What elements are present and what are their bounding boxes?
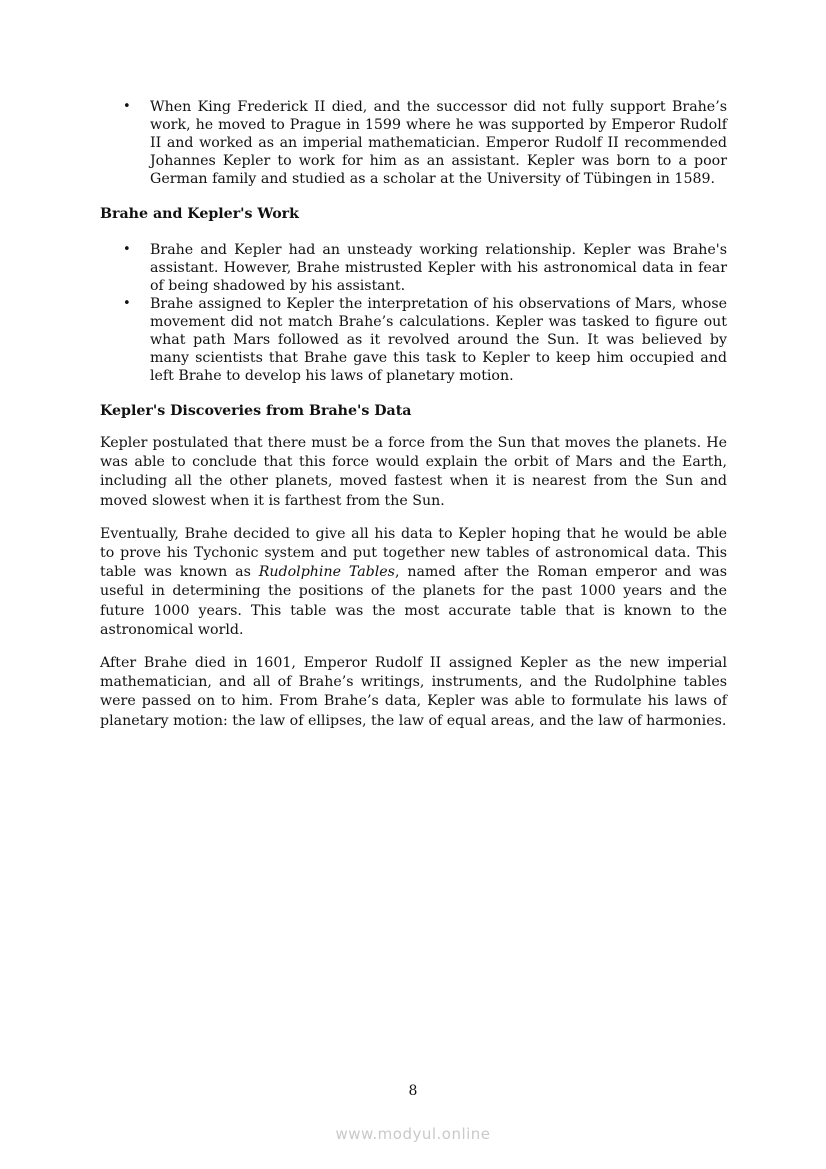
paragraph-rudolphine-tables — [100, 525, 727, 640]
list-item-text: When King Frederick II died, and the successor did not fully support Brahe’s work, he moved to Prague in 1599 where he was supported by Emperor Rudolf II and worked as an imperial mathematician. Emperor Rudolf II recommended Johannes Kepler to work for him as an assistant. Kepler was born to a poor German family and studied as a scholar at the University of Tübingen in 1589. — [150, 99, 727, 187]
list-item — [100, 295, 727, 385]
bullet-icon: • — [123, 242, 131, 257]
section-heading-brahe-kepler-work: Brahe and Kepler's Work — [100, 206, 299, 222]
document-body — [100, 98, 727, 731]
paragraph-kepler-force: Kepler postulated that there must be a force from the Sun that moves the planets. He was able to conclude that this force would explain the orbit of Mars and the Earth, including all the other planets, moved fastest when it is nearest from the Sun and moved slowest when it is farthest from the Sun. — [100, 435, 727, 509]
paragraph-text: , named after the Roman emperor and was useful in determining the positions of the planets for the past 1000 years and the future 1000 years. This table was the most accurate table that is known to the astronomical world. — [100, 564, 727, 638]
list-item-text: Brahe and Kepler had an unsteady working relationship. Kepler was Brahe's assistant. However, Brahe mistrusted Kepler with his astronomical data in fear of being shadowed by his assistant. — [150, 242, 727, 294]
page-number: 8 — [408, 1083, 418, 1099]
bullet-icon: • — [123, 296, 131, 311]
watermark: www.modyul.online — [335, 1125, 491, 1143]
paragraph-brahe-death: After Brahe died in 1601, Emperor Rudolf II assigned Kepler as the new imperial mathematician, and all of Brahe’s writings, instruments, and the Rudolphine tables were passed on to him. From Brahe’s data, Kepler was able to formulate his laws of planetary motion: the law of ellipses, the law of equal areas, and the law of harmonies. — [100, 655, 727, 729]
bullet-list-1 — [100, 98, 727, 188]
section-heading-kepler-discoveries: Kepler's Discoveries from Brahe's Data — [100, 403, 412, 419]
list-item-text: Brahe assigned to Kepler the interpretation of his observations of Mars, whose movement did not match Brahe’s calculations. Kepler was tasked to figure out what path Mars followed as it revolved around the Sun. It was believed by many scientists that Brahe gave this task to Kepler to keep him occupied and left Brahe to develop his laws of planetary motion. — [150, 296, 727, 384]
list-item — [100, 98, 727, 188]
list-item — [100, 241, 727, 295]
paragraph-text: Eventually, Brahe decided to give all his data to Kepler hoping that he would be able to prove his Tychonic system and put together new tables of astronomical data. This table was known as — [100, 525, 727, 581]
rudolphine-tables-title: Rudolphine Tables — [258, 564, 395, 581]
bullet-icon: • — [123, 99, 131, 114]
bullet-list-2 — [100, 241, 727, 385]
